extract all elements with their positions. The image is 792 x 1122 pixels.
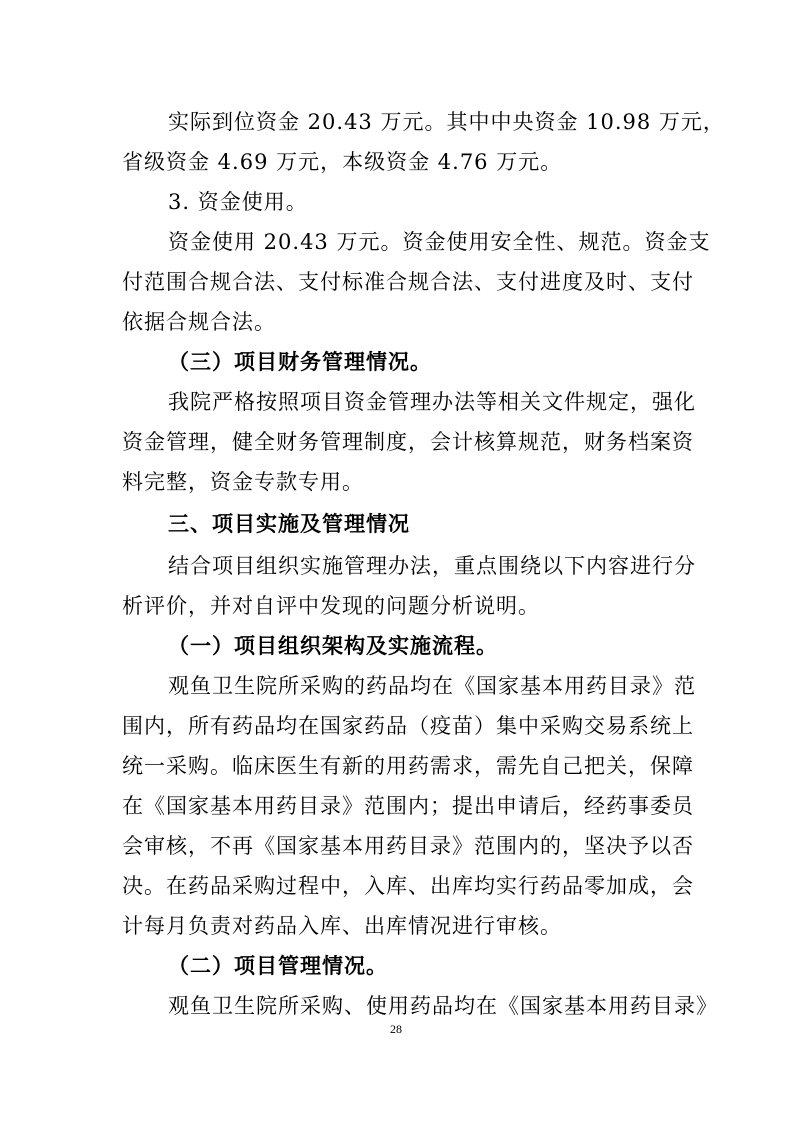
paragraph-line: 计每月负责对药品入库、出库情况进行审核。 <box>122 914 562 938</box>
paragraph-line: 料完整，资金专款专用。 <box>122 470 364 494</box>
paragraph-line: 依据合规合法。 <box>122 310 276 334</box>
section-heading: 3. 资金使用。 <box>168 190 308 214</box>
section-heading: （二）项目管理情况。 <box>168 953 388 978</box>
paragraph-line: 我院严格按照项目资金管理办法等相关文件规定，强化 <box>168 390 696 414</box>
paragraph-line: 付范围合规合法、支付标准合规合法、支付进度及时、支付 <box>122 270 694 294</box>
chapter-heading: 三、项目实施及管理情况 <box>168 511 410 536</box>
paragraph-line: 结合项目组织实施管理办法，重点围绕以下内容进行分 <box>168 554 696 578</box>
paragraph-line: 观鱼卫生院所采购、使用药品均在《国家基本用药目录》 <box>168 994 718 1018</box>
paragraph-line: 在《国家基本用药目录》范围内；提出申请后，经药事委员 <box>122 794 694 818</box>
paragraph-line: 省级资金 4.69 万元，本级资金 4.76 万元。 <box>122 150 563 174</box>
paragraph-line: 决。在药品采购过程中，入库、出库均实行药品零加成，会 <box>122 874 694 898</box>
paragraph-line: 资金使用 20.43 万元。资金使用安全性、规范。资金支 <box>168 230 711 254</box>
paragraph-line: 观鱼卫生院所采购的药品均在《国家基本用药目录》范 <box>168 674 696 698</box>
page-number: 28 <box>390 1022 402 1036</box>
paragraph-line: 统一采购。临床医生有新的用药需求，需先自己把关，保障 <box>122 754 694 778</box>
paragraph-line: 资金管理，健全财务管理制度，会计核算规范，财务档案资 <box>122 430 694 454</box>
section-heading: （三）项目财务管理情况。 <box>168 349 432 374</box>
paragraph-line: 会审核，不再《国家基本用药目录》范围内的，坚决予以否 <box>122 834 694 858</box>
section-heading: （一）项目组织架构及实施流程。 <box>168 633 498 658</box>
paragraph-line: 实际到位资金 20.43 万元。其中中央资金 10.98 万元， <box>168 110 725 134</box>
paragraph-line: 围内，所有药品均在国家药品（疫苗）集中采购交易系统上 <box>122 714 694 738</box>
paragraph-line: 析评价，并对自评中发现的问题分析说明。 <box>122 594 540 618</box>
